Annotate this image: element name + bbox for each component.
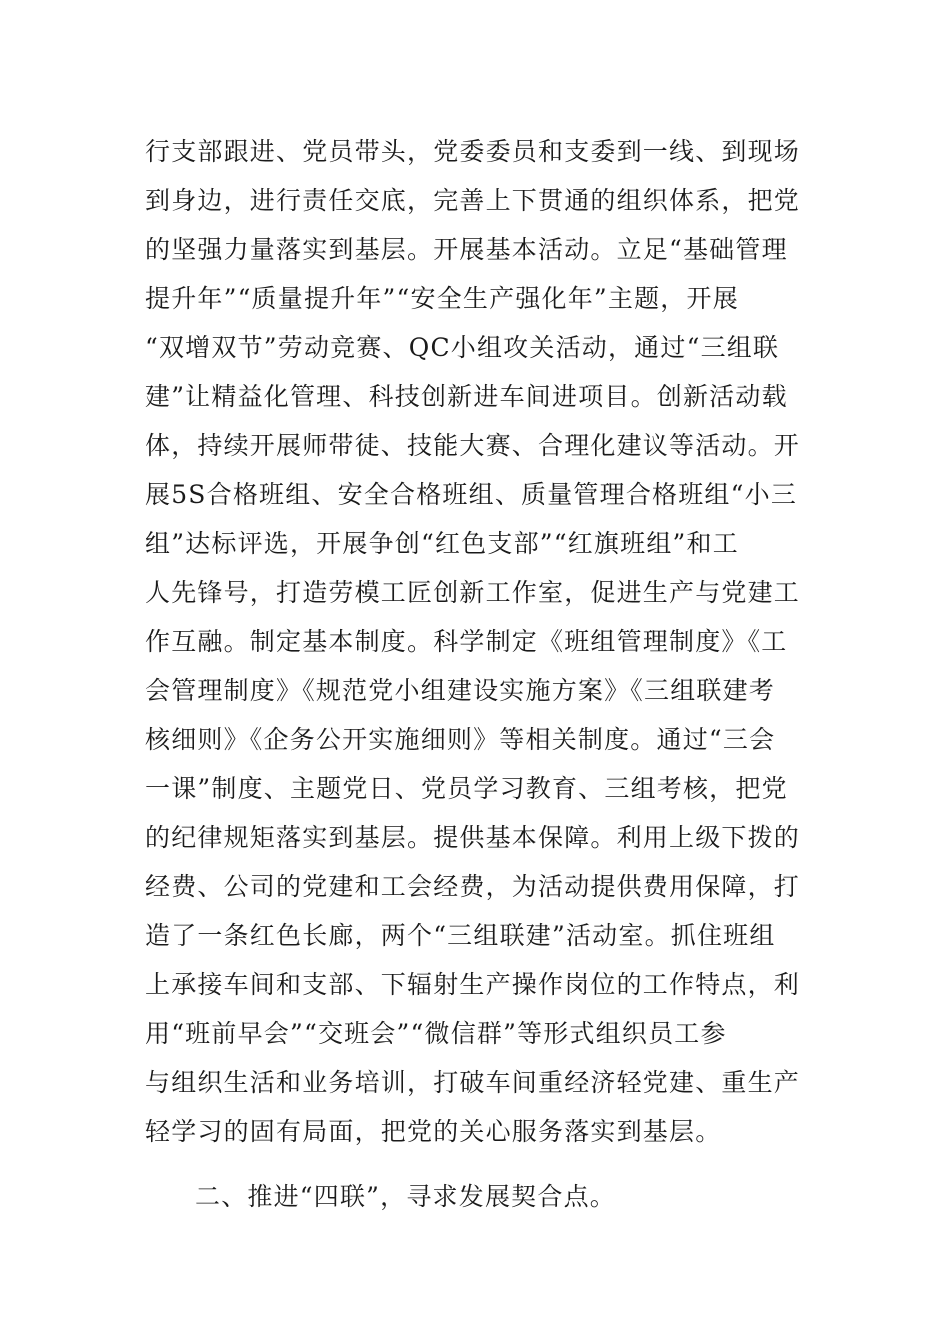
paragraph-line: 人先锋号，打造劳模工匠创新工作室，促进生产与党建工 <box>145 578 801 607</box>
paragraph-line: 上承接车间和支部、下辐射生产操作岗位的工作特点，利 <box>145 970 801 999</box>
paragraph-line: 核细则》《企务公开实施细则》等相关制度。通过“三会 <box>145 725 776 754</box>
paragraph-line: 建”让精益化管理、科技创新进车间进项目。创新活动载 <box>145 382 788 411</box>
paragraph-line: 展5S合格班组、安全合格班组、质量管理合格班组“小三 <box>145 480 798 509</box>
paragraph-line: 提升年”“质量提升年”“安全生产强化年”主题，开展 <box>145 284 739 313</box>
paragraph-line: 造了一条红色长廊，两个“三组联建”活动室。抓住班组 <box>145 921 776 950</box>
paragraph-line: 会管理制度》《规范党小组建设实施方案》《三组联建考 <box>145 676 776 705</box>
paragraph-line: 行支部跟进、党员带头，党委委员和支委到一线、到现场 <box>145 137 801 166</box>
paragraph-line: 与组织生活和业务培训，打破车间重经济轻党建、重生产 <box>145 1068 801 1097</box>
paragraph-line: 体，持续开展师带徒、技能大赛、合理化建议等活动。开 <box>145 431 801 460</box>
paragraph-line: 组”达标评选，开展争创“红色支部”“红旗班组”和工 <box>145 529 739 558</box>
section-heading: 二、推进“四联”，寻求发展契合点。 <box>195 1182 616 1211</box>
paragraph-line: 用“班前早会”“交班会”“微信群”等形式组织员工参 <box>145 1019 727 1048</box>
paragraph-line: 的纪律规矩落实到基层。提供基本保障。利用上级下拨的 <box>145 823 801 852</box>
paragraph-line: “双增双节”劳动竞赛、QC小组攻关活动，通过“三组联 <box>145 333 780 362</box>
paragraph-line: 到身边，进行责任交底，完善上下贯通的组织体系，把党 <box>145 186 801 215</box>
paragraph-line: 作互融。制定基本制度。科学制定《班组管理制度》《工 <box>145 627 788 656</box>
paragraph-line: 一课”制度、主题党日、党员学习教育、三组考核，把党 <box>145 774 788 803</box>
paragraph-line: 经费、公司的党建和工会经费，为活动提供费用保障，打 <box>145 872 801 901</box>
paragraph-line: 轻学习的固有局面，把党的关心服务落实到基层。 <box>145 1117 722 1146</box>
paragraph-line: 的坚强力量落实到基层。开展基本活动。立足“基础管理 <box>145 235 788 264</box>
